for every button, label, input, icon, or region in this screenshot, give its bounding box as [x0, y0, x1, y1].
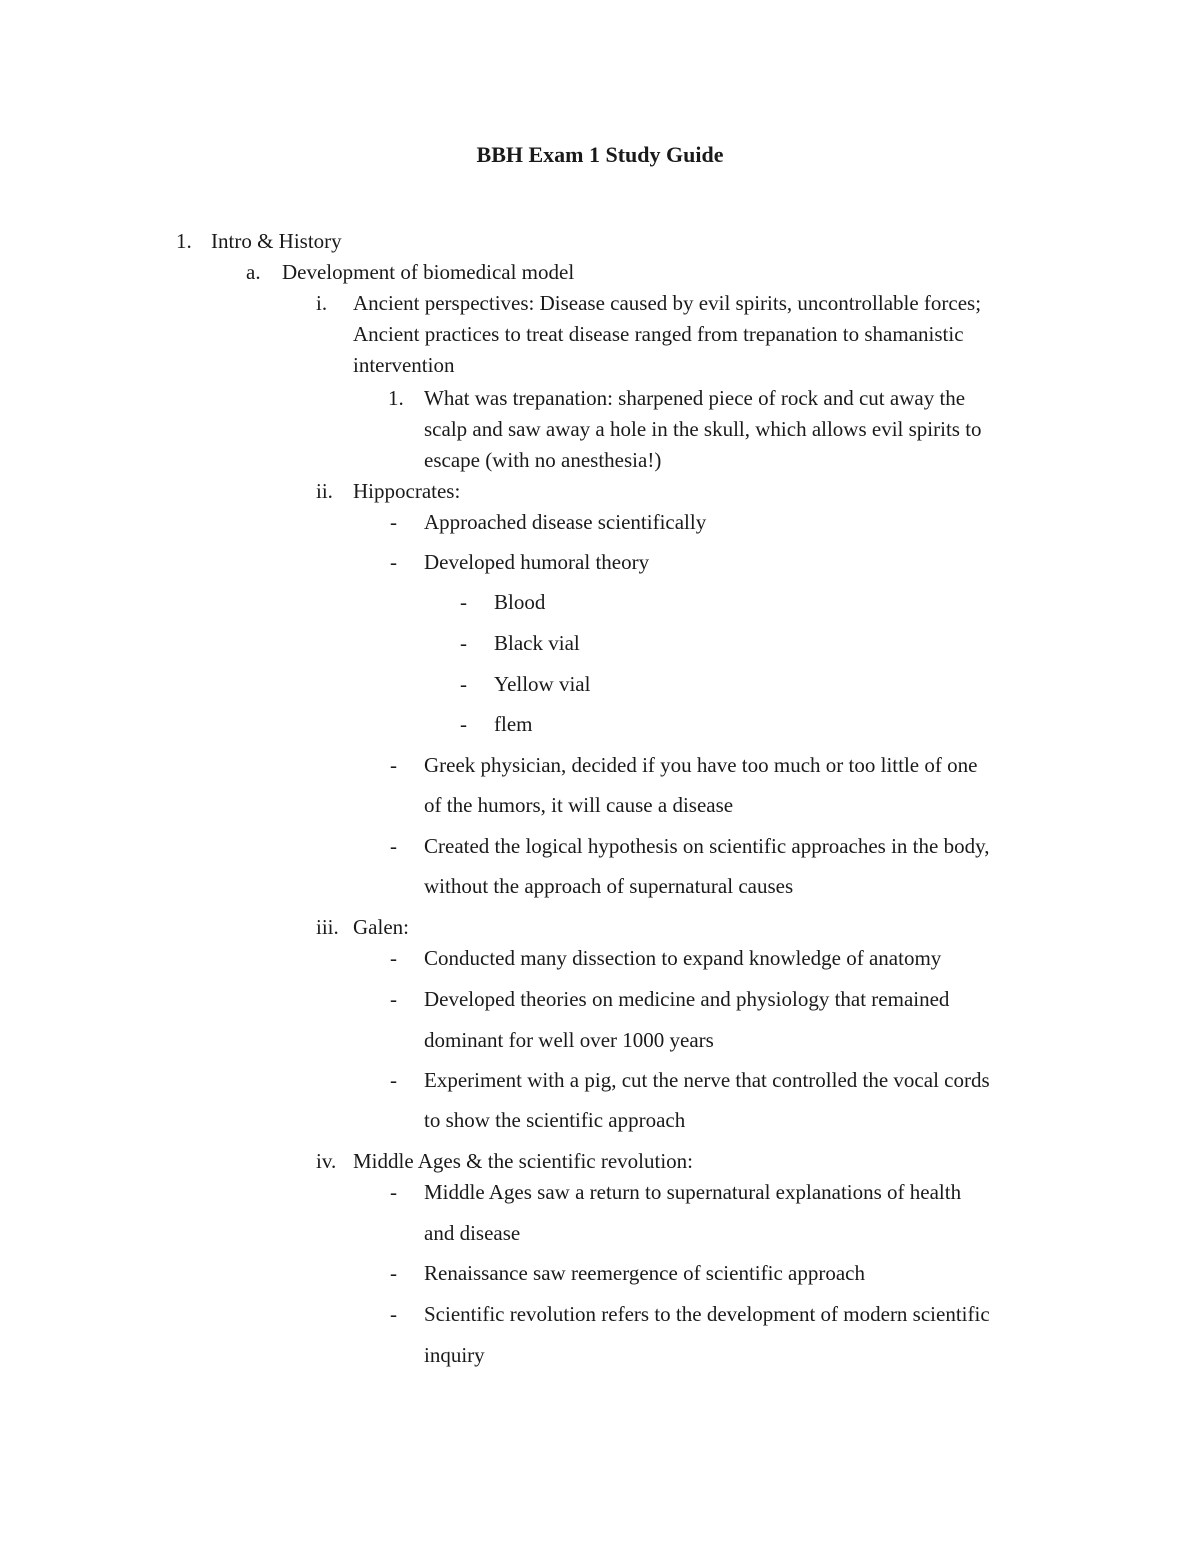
list-item-text: Yellow vial	[494, 672, 591, 696]
list-marker: i.	[316, 291, 328, 315]
list-item-text: to show the scientific approach	[424, 1108, 686, 1132]
list-item-text: escape (with no anesthesia!)	[424, 448, 662, 472]
list-marker: -	[460, 672, 467, 696]
list-item-text: Intro & History	[211, 229, 342, 253]
list-marker: -	[390, 550, 397, 574]
list-item-text: Ancient practices to treat disease ranged from trepanation to shamanistic	[353, 322, 964, 346]
list-item-text: Created the logical hypothesis on scientific approaches in the body,	[424, 834, 990, 858]
list-item-text: Middle Ages & the scientific revolution:	[353, 1149, 694, 1173]
list-item-text: Developed theories on medicine and physiology that remained	[424, 987, 950, 1011]
list-item-text: Black vial	[494, 631, 580, 655]
list-item-text: Experiment with a pig, cut the nerve that controlled the vocal cords	[424, 1068, 990, 1092]
list-item-text: Ancient perspectives: Disease caused by evil spirits, uncontrollable forces;	[353, 291, 982, 315]
list-item-text: dominant for well over 1000 years	[424, 1028, 714, 1052]
list-marker: -	[390, 1261, 397, 1285]
list-item-text: Development of biomedical model	[282, 260, 575, 284]
list-item-text: Conducted many dissection to expand knowledge of anatomy	[424, 946, 942, 970]
list-item-text: Blood	[494, 590, 546, 614]
list-item-text: without the approach of supernatural causes	[424, 874, 794, 898]
list-item-text: flem	[494, 712, 533, 736]
list-item-text: and disease	[424, 1221, 521, 1245]
list-item-text: of the humors, it will cause a disease	[424, 793, 734, 817]
list-marker: 1.	[388, 386, 404, 410]
list-item-text: Approached disease scientifically	[424, 510, 707, 534]
list-item-text: Galen:	[353, 915, 409, 939]
list-marker: ii.	[316, 479, 333, 503]
list-marker: iv.	[316, 1149, 337, 1173]
list-item-text: scalp and saw away a hole in the skull, which allows evil spirits to	[424, 417, 982, 441]
list-item-text: inquiry	[424, 1343, 485, 1367]
list-item-text: Scientific revolution refers to the development of modern scientific	[424, 1302, 990, 1326]
list-marker: -	[460, 712, 467, 736]
list-marker: -	[390, 1068, 397, 1092]
list-marker: -	[390, 1180, 397, 1204]
list-marker: -	[390, 987, 397, 1011]
list-marker: -	[460, 590, 467, 614]
document-title: BBH Exam 1 Study Guide	[476, 142, 724, 167]
list-marker: -	[390, 834, 397, 858]
list-item-text: Greek physician, decided if you have too much or too little of one	[424, 753, 978, 777]
list-item-text: Hippocrates:	[353, 479, 461, 503]
list-marker: iii.	[316, 915, 339, 939]
list-item-text: Renaissance saw reemergence of scientific approach	[424, 1261, 865, 1285]
list-item-text: What was trepanation: sharpened piece of rock and cut away the	[424, 386, 966, 410]
list-marker: -	[460, 631, 467, 655]
list-marker: a.	[246, 260, 261, 284]
list-item-text: Middle Ages saw a return to supernatural explanations of health	[424, 1180, 962, 1204]
list-item-text: intervention	[353, 353, 455, 377]
list-marker: -	[390, 1302, 397, 1326]
list-marker: -	[390, 510, 397, 534]
list-marker: -	[390, 946, 397, 970]
list-item-text: Developed humoral theory	[424, 550, 650, 574]
list-marker: 1.	[176, 229, 192, 253]
list-marker: -	[390, 753, 397, 777]
